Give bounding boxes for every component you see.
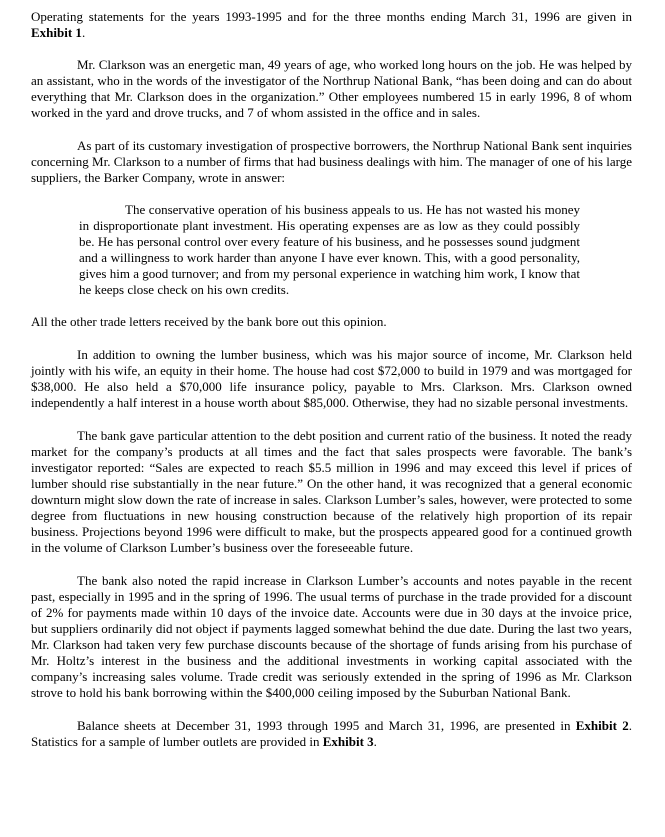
paragraph-debt-position: The bank gave particular attention to the debt position and current ratio of the business. It noted the ready market for the company’s products at all times and the fact that sales prospects were favorable. The bank’s investigator reported: “Sales are expected to reach $5.5 million in 1996 and may exceed this level if prices of lumber should rise substantially in the near future.” On the other hand, it was recognized that a general economic downturn might slow down the rate of increase in sales. Clarkson Lumber’s sales, however, were protected to some degree from fluctuations in new housing construction because of the relatively high proportion of its repair business. Projections beyond 1996 were difficult to make, but the prospects appeared good for a continued growth in the volume of Clarkson Lumber’s business over the foreseeable future. bbox=[31, 428, 632, 555]
paragraph-personal-assets: In addition to owning the lumber business, which was his major source of income, Mr. Clarkson held jointly with his wife, an equity in their home. The house had cost $72,000 to build in 1979 and was mortgaged for $38,000. He also held a $70,000 life insurance policy, payable to Mrs. Clarkson. Mrs. Clarkson owned independently a half interest in a house worth about $85,000. Otherwise, they had no sizable personal investments. bbox=[31, 347, 632, 410]
paragraph-balance-sheets: Balance sheets at December 31, 1993 through 1995 and March 31, 1996, are presented in Exhibit 2. Statistics for a sample of lumber outlets are provided in Exhibit 3. bbox=[31, 718, 632, 749]
paragraph-operating-statements: Operating statements for the years 1993-1995 and for the three months ending March 31, 1996 are given in Exhibit 1. bbox=[31, 9, 632, 40]
exhibit-1-reference: Exhibit 1 bbox=[31, 25, 82, 40]
paragraph-accounts-payable: The bank also noted the rapid increase in Clarkson Lumber’s accounts and notes payable in the recent past, especially in 1995 and in the spring of 1996. The usual terms of purchase in the trade provided for a discount of 2% for payments made within 10 days of the invoice date. Accounts were due in 30 days at the invoice price, but suppliers ordinarily did not object if payments lagged somewhat behind the due date. During the last two years, Mr. Clarkson had taken very few purchase discounts because of the shortage of funds arising from his purchase of Mr. Holtz’s interest in the business and the additional investments in working capital associated with the company’s increasing sales volume. Trade credit was seriously extended in the spring of 1996 as Mr. Clarkson strove to hold his bank borrowing within the $400,000 ceiling imposed by the Suburban National Bank. bbox=[31, 573, 632, 700]
supplier-letter-quote bbox=[79, 202, 580, 298]
paragraph-bank-investigation: As part of its customary investigation of prospective borrowers, the Northrup National Bank sent inquiries concerning Mr. Clarkson to a number of firms that had business dealings with him. The manager of one of his large suppliers, the Barker Company, wrote in answer: bbox=[31, 138, 632, 185]
paragraph-mr-clarkson: Mr. Clarkson was an energetic man, 49 years of age, who worked long hours on the job. He was helped by an assistant, who in the words of the investigator of the Northrup National Bank, “has been doing and can do about everything that Mr. Clarkson does in the organization.” Other employees numbered 15 in early 1996, 8 of whom worked in the yard and drove trucks, and 7 of whom assisted in the office and in sales. bbox=[31, 57, 632, 120]
quote-text: The conservative operation of his business appeals to us. He has not wasted his money in disproportionate plant investment. His operating expenses are as low as they could possibly be. He has personal control over every feature of his business, and he possesses sound judgment and a willingness to work harder than anyone I have ever known. This, with a good personality, gives him a good turnover; and from my personal experience in watching him work, I know that he keeps close check on his own credits. bbox=[79, 202, 580, 297]
paragraph-trade-letters: All the other trade letters received by the bank bore out this opinion. bbox=[31, 314, 387, 329]
exhibit-3-reference: Exhibit 3 bbox=[322, 734, 374, 749]
exhibit-2-reference: Exhibit 2 bbox=[575, 718, 629, 733]
